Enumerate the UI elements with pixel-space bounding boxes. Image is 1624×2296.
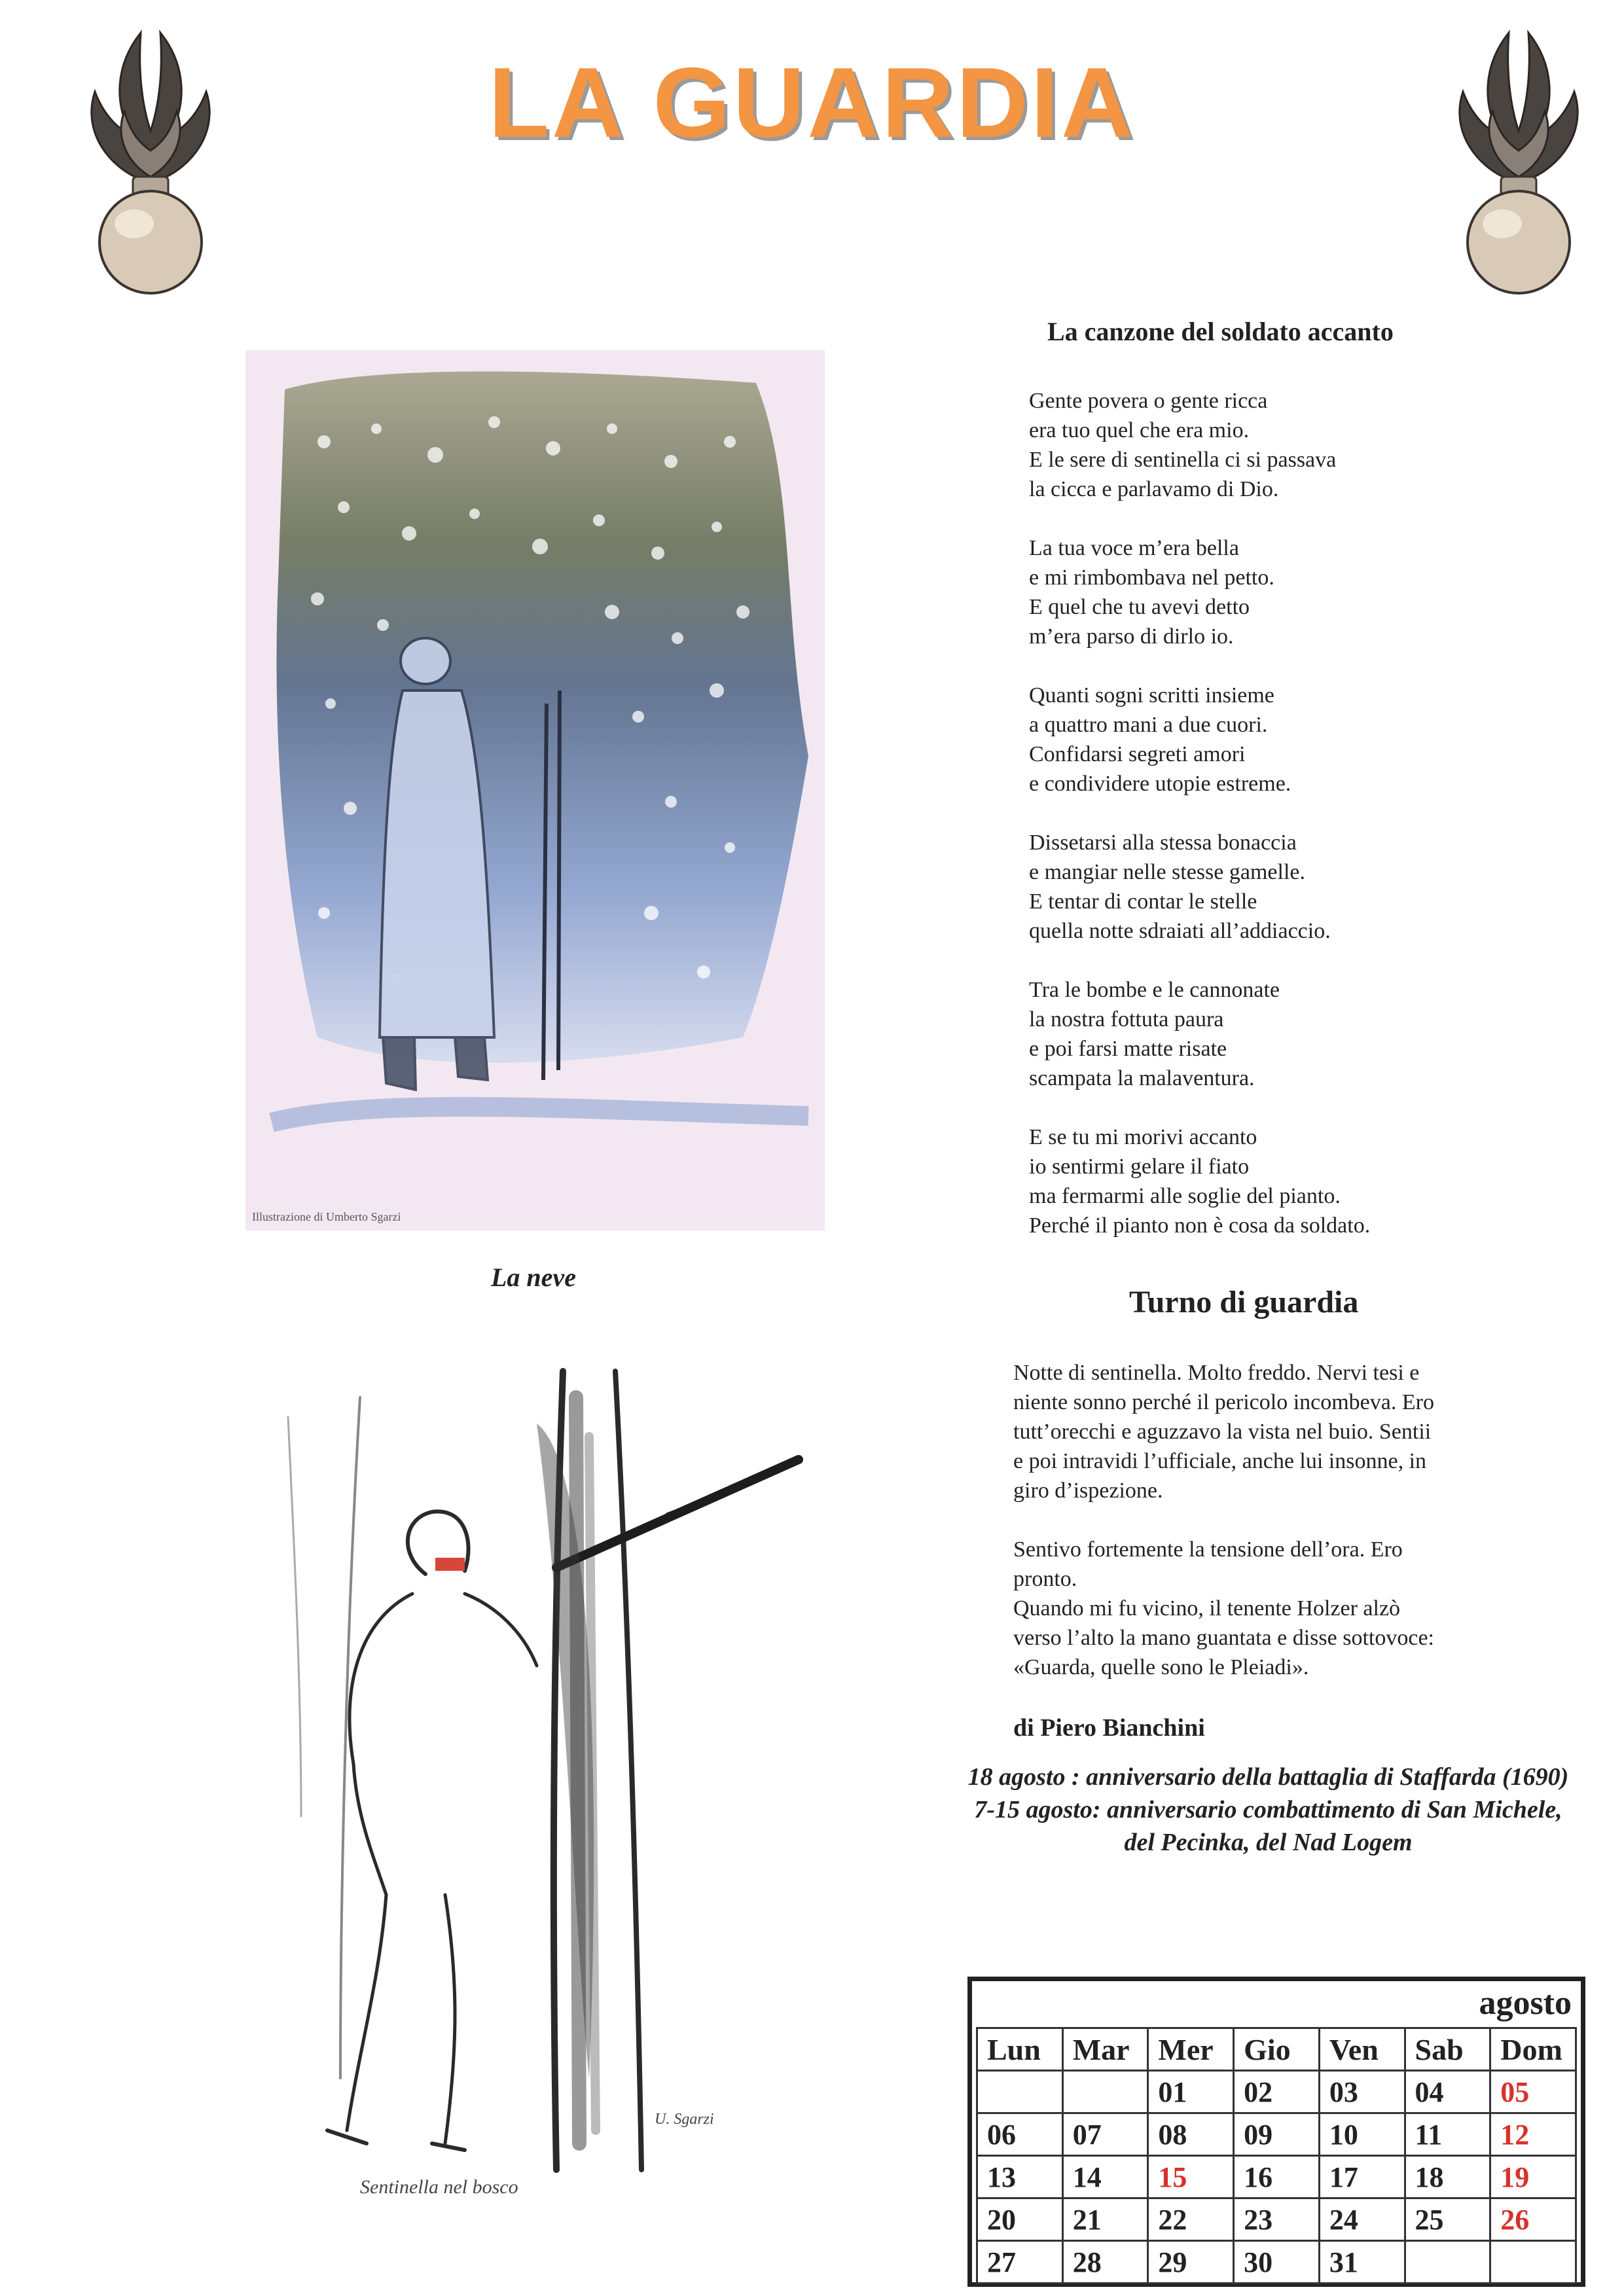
poem-line: ma fermarmi alle soglie del pianto.: [1029, 1184, 1341, 1208]
anniversary-line: 7-15 agosto: anniversario combattimento di San Michele,: [974, 1796, 1562, 1823]
calendar-day-cell: 03: [1319, 2071, 1405, 2113]
calendar-day-cell: 08: [1148, 2113, 1234, 2156]
poem-stanza: [1029, 1122, 1370, 1240]
calendar-day-cell: 22: [1148, 2198, 1234, 2241]
poem-line: La tua voce m’era bella: [1029, 536, 1239, 560]
story-line: niente sonno perché il pericolo incombeva. Ero: [1013, 1390, 1434, 1414]
calendar-week-row: [977, 2241, 1576, 2284]
story-line: tutt’orecchi e aguzzavo la vista nel buio. Sentii: [1013, 1420, 1432, 1444]
poem-line: e condividere utopie estreme.: [1029, 772, 1291, 796]
calendar-week-row: [977, 2198, 1576, 2241]
calendar-day-cell: 24: [1319, 2198, 1405, 2241]
calendar-day-cell: 15: [1148, 2156, 1234, 2198]
calendar-day-cell: 12: [1490, 2113, 1576, 2156]
calendar-day-cell: 16: [1234, 2156, 1320, 2198]
calendar-day-cell: 20: [977, 2198, 1063, 2241]
calendar-day-cell: 04: [1405, 2071, 1490, 2113]
poem-line: e mi rimbombava nel petto.: [1029, 565, 1274, 590]
weekday-header: Ven: [1319, 2028, 1405, 2071]
calendar-month: agosto: [1479, 1984, 1572, 2022]
poem-line: Confidarsi segreti amori: [1029, 742, 1246, 766]
grenade-emblem-right-icon: [1437, 20, 1600, 295]
page-title: LA GUARDIA: [488, 47, 1136, 158]
poem-line: quella notte sdraiati all’addiaccio.: [1029, 919, 1331, 943]
story-paragraph: [1013, 1535, 1485, 1682]
story-body: [1013, 1358, 1485, 1712]
calendar-day-cell: 05: [1490, 2071, 1576, 2113]
story-line: Notte di sentinella. Molto freddo. Nervi tesi e: [1013, 1361, 1420, 1385]
story-line: Quando mi fu vicino, il tenente Holzer alzò: [1013, 1596, 1401, 1621]
poem-line: Quanti sogni scritti insieme: [1029, 683, 1274, 708]
calendar-week-row: [977, 2071, 1576, 2113]
calendar-day-cell: 26: [1490, 2198, 1576, 2241]
story-line: giro d’ispezione.: [1013, 1479, 1163, 1503]
poem-stanza: [1029, 828, 1370, 946]
poem-line: scampata la malaventura.: [1029, 1066, 1255, 1090]
calendar-day-cell: [977, 2071, 1063, 2113]
calendar-day-cell: 11: [1405, 2113, 1490, 2156]
story-author: di Piero Bianchini: [1013, 1714, 1205, 1742]
sketch-caption: Sentinella nel bosco: [360, 2176, 518, 2198]
calendar-grid: [976, 2027, 1577, 2284]
calendar-day-cell: 14: [1062, 2156, 1148, 2198]
poem-stanza: [1029, 681, 1370, 798]
calendar-day-cell: 10: [1319, 2113, 1405, 2156]
poem-line: E quel che tu avevi detto: [1029, 595, 1250, 619]
calendar-day-cell: [1490, 2241, 1576, 2284]
poem-line: la cicca e parlavamo di Dio.: [1029, 477, 1279, 501]
anniversaries-block: [916, 1761, 1620, 1859]
story-line: pronto.: [1013, 1567, 1077, 1591]
poem-line: E tentar di contar le stelle: [1029, 889, 1257, 914]
story-line: «Guarda, quelle sono le Pleiadi».: [1013, 1655, 1309, 1679]
calendar-week-row: [977, 2156, 1576, 2198]
poem-stanza: [1029, 975, 1370, 1093]
poem-title: La canzone del soldato accanto: [1047, 317, 1394, 346]
weekday-header: Sab: [1405, 2028, 1490, 2071]
poem-stanza: [1029, 533, 1370, 651]
calendar-day-cell: 18: [1405, 2156, 1490, 2198]
snow-illustration-credit: Illustrazione di Umberto Sgarzi: [252, 1210, 401, 1223]
poem-line: Dissetarsi alla stessa bonaccia: [1029, 831, 1297, 855]
story-line: e poi intravidi l’ufficiale, anche lui insonne, in: [1013, 1449, 1427, 1473]
story-line: verso l’alto la mano guantata e disse sottovoce:: [1013, 1626, 1434, 1650]
calendar-day-cell: 25: [1405, 2198, 1490, 2241]
calendar: [967, 1977, 1585, 2287]
poem-line: E le sere di sentinella ci si passava: [1029, 448, 1337, 472]
calendar-week-row: [977, 2113, 1576, 2156]
poem-body: [1029, 386, 1370, 1270]
calendar-day-cell: [1062, 2071, 1148, 2113]
weekday-header: Gio: [1234, 2028, 1320, 2071]
calendar-day-cell: 28: [1062, 2241, 1148, 2284]
weekday-header: Dom: [1490, 2028, 1576, 2071]
poem-line: e poi farsi matte risate: [1029, 1037, 1227, 1061]
poem-line: io sentirmi gelare il fiato: [1029, 1155, 1250, 1179]
story-title: Turno di guardia: [1129, 1285, 1359, 1319]
calendar-day-cell: 30: [1234, 2241, 1320, 2284]
poem-line: Tra le bombe e le cannonate: [1029, 978, 1280, 1002]
story-line: Sentivo fortemente la tensione dell’ora. Ero: [1013, 1537, 1403, 1562]
story-paragraph: [1013, 1358, 1485, 1505]
anniversary-line: del Pecinka, del Nad Logem: [1124, 1829, 1413, 1856]
poem-line: m’era parso di dirlo io.: [1029, 624, 1234, 649]
weekday-header: Mer: [1148, 2028, 1234, 2071]
calendar-day-cell: 21: [1062, 2198, 1148, 2241]
snow-soldier-illustration: [245, 350, 825, 1230]
poem-line: Perché il pianto non è cosa da soldato.: [1029, 1213, 1371, 1238]
tree-sentry-sketch: [249, 1358, 805, 2222]
grenade-emblem-left-icon: [69, 20, 232, 295]
poem-line: Gente povera o gente ricca: [1029, 389, 1268, 413]
anniversary-line: 18 agosto : anniversario della battaglia di Staffarda (1690): [967, 1763, 1569, 1791]
sketch-signature: U. Sgarzi: [655, 2111, 714, 2128]
calendar-day-cell: 01: [1148, 2071, 1234, 2113]
poem-line: E se tu mi morivi accanto: [1029, 1125, 1257, 1149]
weekday-header: Lun: [977, 2028, 1063, 2071]
poem-line: la nostra fottuta paura: [1029, 1007, 1224, 1031]
weekday-header: Mar: [1062, 2028, 1148, 2071]
calendar-day-cell: 23: [1234, 2198, 1320, 2241]
calendar-day-cell: 31: [1319, 2241, 1405, 2284]
calendar-day-cell: 27: [977, 2241, 1063, 2284]
calendar-day-cell: 17: [1319, 2156, 1405, 2198]
calendar-day-cell: 02: [1234, 2071, 1320, 2113]
poem-stanza: [1029, 386, 1370, 504]
calendar-weekday-row: [977, 2028, 1576, 2071]
calendar-day-cell: 09: [1234, 2113, 1320, 2156]
illustration-caption: La neve: [491, 1263, 576, 1292]
calendar-day-cell: 29: [1148, 2241, 1234, 2284]
poem-line: era tuo quel che era mio.: [1029, 418, 1250, 442]
calendar-day-cell: 19: [1490, 2156, 1576, 2198]
poem-line: a quattro mani a due cuori.: [1029, 713, 1268, 737]
calendar-day-cell: [1405, 2241, 1490, 2284]
calendar-day-cell: 07: [1062, 2113, 1148, 2156]
calendar-day-cell: 06: [977, 2113, 1063, 2156]
poem-line: e mangiar nelle stesse gamelle.: [1029, 860, 1305, 884]
calendar-day-cell: 13: [977, 2156, 1063, 2198]
